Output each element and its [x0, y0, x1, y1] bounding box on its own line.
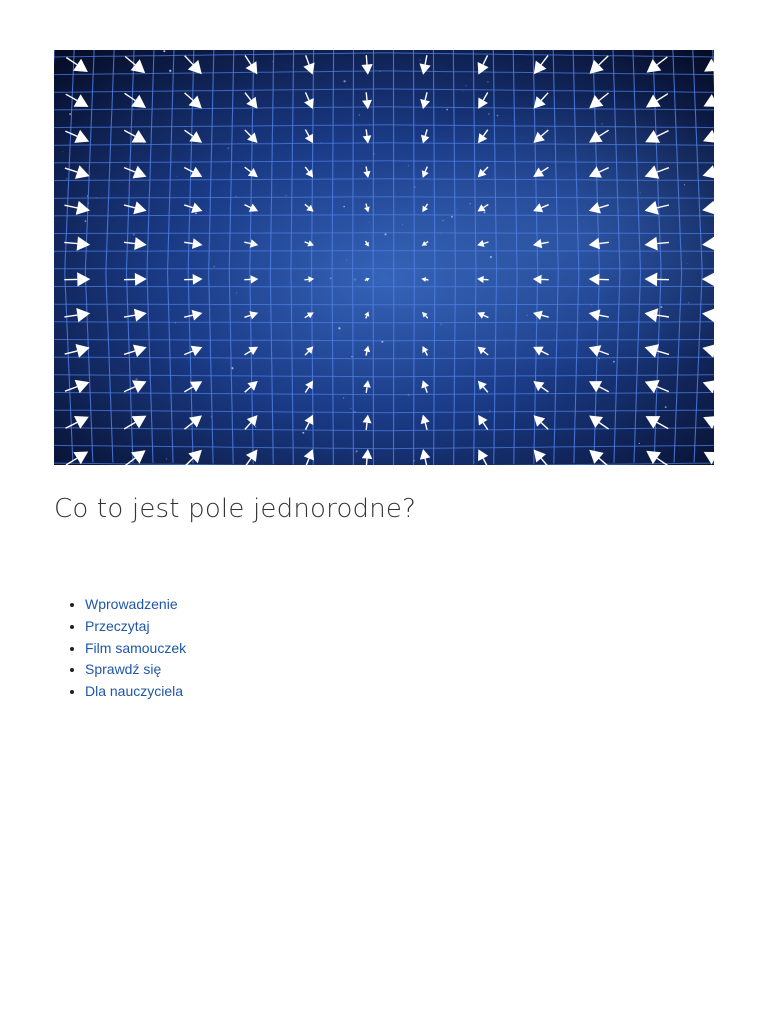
- star: [487, 81, 489, 83]
- star: [169, 70, 171, 72]
- toc-link-dla-nauczyciela[interactable]: Dla nauczyciela: [85, 683, 184, 700]
- star: [135, 378, 137, 380]
- star: [66, 178, 68, 180]
- toc-link-wprowadzenie[interactable]: Wprowadzenie: [85, 596, 178, 612]
- star: [442, 220, 443, 221]
- star: [421, 285, 422, 286]
- star: [688, 302, 689, 303]
- star: [463, 91, 464, 92]
- star: [351, 356, 352, 357]
- star: [166, 458, 167, 459]
- star: [105, 415, 106, 416]
- star: [227, 147, 229, 149]
- star: [451, 216, 453, 218]
- star: [613, 361, 615, 363]
- star: [338, 327, 340, 329]
- star: [415, 187, 416, 188]
- star: [350, 408, 351, 409]
- star: [236, 292, 237, 293]
- star: [354, 278, 356, 280]
- page-title: Co to jest pole jednorodne?: [54, 494, 417, 524]
- star: [369, 222, 370, 223]
- toc-link-film-samouczek[interactable]: Film samouczek: [85, 639, 187, 656]
- toc-item: [85, 681, 186, 703]
- star: [484, 211, 486, 213]
- star: [640, 192, 641, 193]
- star: [356, 450, 358, 452]
- star: [490, 256, 492, 258]
- star: [575, 106, 576, 107]
- toc-item: [85, 616, 186, 638]
- star: [236, 196, 237, 197]
- star: [440, 324, 441, 325]
- star: [687, 263, 688, 264]
- star: [527, 315, 528, 316]
- star: [684, 184, 685, 185]
- star: [446, 109, 448, 111]
- star: [69, 113, 71, 115]
- star: [660, 306, 662, 308]
- star: [286, 195, 287, 196]
- star: [359, 114, 360, 115]
- star: [665, 406, 667, 408]
- star: [346, 260, 347, 261]
- star: [465, 85, 466, 86]
- star: [419, 59, 420, 60]
- star: [177, 176, 178, 177]
- star: [639, 443, 640, 444]
- star: [84, 220, 86, 222]
- star: [62, 151, 63, 152]
- hero-image: [54, 50, 714, 465]
- star: [343, 397, 344, 398]
- star: [497, 115, 499, 117]
- vector-field-illustration: [54, 50, 714, 465]
- toc-link-przeczytaj[interactable]: Przeczytaj: [85, 617, 150, 634]
- star: [343, 80, 345, 82]
- star: [456, 209, 457, 210]
- star: [165, 65, 166, 66]
- table-of-contents: [54, 594, 186, 703]
- toc-item: [85, 659, 186, 681]
- star: [163, 50, 165, 52]
- star: [488, 113, 490, 115]
- star: [213, 266, 215, 268]
- star: [583, 221, 584, 222]
- star: [302, 432, 304, 434]
- star: [384, 233, 386, 235]
- toc-item: [85, 638, 186, 660]
- star: [601, 123, 602, 124]
- star: [489, 410, 490, 411]
- star: [343, 206, 345, 208]
- toc-link-sprawdz-sie[interactable]: Sprawdź się: [85, 661, 162, 678]
- star: [408, 165, 409, 166]
- toc-item: [85, 594, 186, 616]
- star: [272, 61, 273, 62]
- star: [195, 212, 197, 214]
- star: [330, 278, 332, 280]
- star: [470, 203, 471, 204]
- star: [402, 224, 403, 225]
- star: [377, 282, 378, 283]
